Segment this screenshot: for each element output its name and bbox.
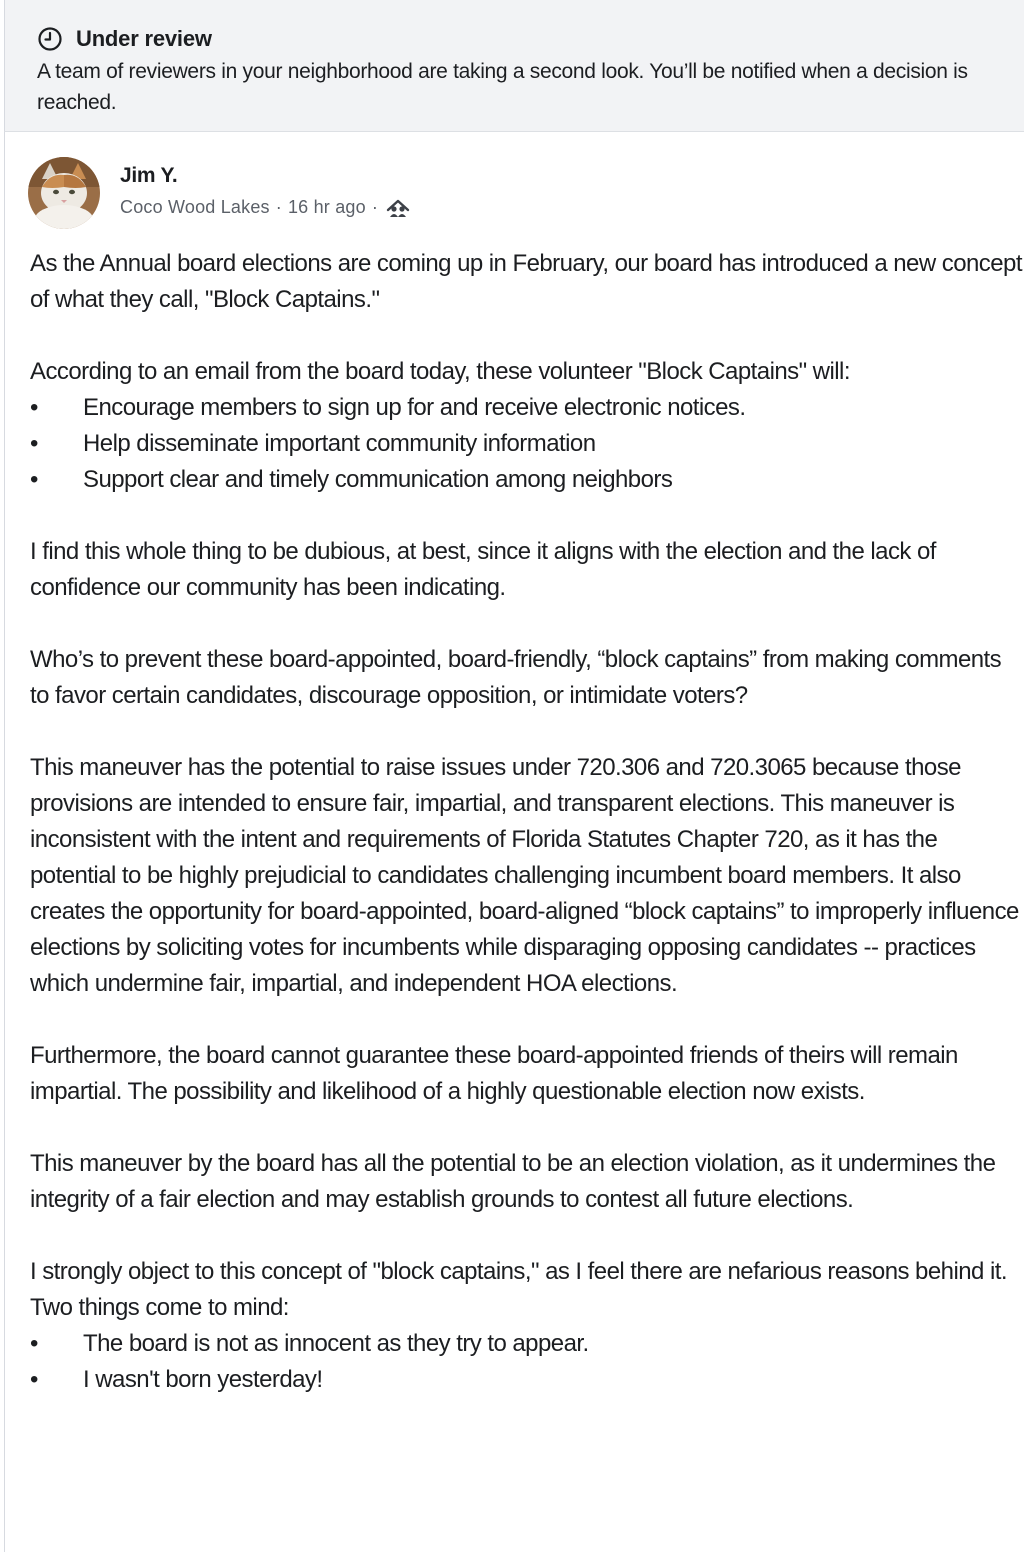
avatar[interactable] — [28, 157, 100, 229]
bullet: • — [30, 1330, 38, 1357]
post-body — [30, 246, 1022, 1398]
post-paragraph: Who’s to prevent these board-appointed, board-friendly, “block captains” from making comments to favor certain candidates, discourage opposition, or intimidate voters? — [30, 646, 1002, 709]
author-name[interactable]: Jim Y. — [120, 164, 178, 187]
list-item-text: Encourage members to sign up for and receive electronic notices. — [83, 394, 746, 421]
list-item — [30, 1362, 1022, 1398]
bullet: • — [30, 1366, 38, 1393]
meta-separator: · — [275, 197, 282, 217]
list-item-text: I wasn't born yesterday! — [83, 1366, 323, 1393]
post-paragraph: This maneuver by the board has all the potential to be an election violation, as it undermines the integrity of a fair election and may establish grounds to contest all future elections. — [30, 1150, 996, 1213]
post-paragraph: This maneuver has the potential to raise issues under 720.306 and 720.3065 because those provisions are intended to ensure fair, impartial, and transparent elections. This maneuver is inconsistent with the intent and requirements of Florida Statutes Chapter 720, as it has the potential to be highly prejudicial to candidates challenging incumbent board members. It also creates the opportunity for board-appointed, board-aligned “block captains” to improperly influence elections by soliciting votes for incumbents while disparaging opposing candidates -- practices which undermine fair, impartial, and independent HOA elections. — [30, 754, 1019, 997]
list-item — [30, 390, 1022, 426]
cat-avatar-icon — [28, 157, 100, 229]
post-paragraph: Furthermore, the board cannot guarantee these board-appointed friends of theirs will remain impartial. The possibility and likelihood of a highly questionable election now exists. — [30, 1042, 958, 1105]
meta-separator: · — [371, 197, 379, 217]
bullet-list — [30, 1326, 1022, 1398]
list-item-text: Help disseminate important community information — [83, 430, 596, 457]
post-paragraph: According to an email from the board today, these volunteer "Block Captains" will: — [30, 358, 850, 385]
post-paragraph: As the Annual board elections are coming up in February, our board has introduced a new concept of what they call, "Block Captains." — [30, 250, 1022, 313]
review-title-row — [37, 26, 212, 52]
review-title: Under review — [76, 26, 212, 51]
bullet: • — [30, 430, 38, 457]
bullet: • — [30, 466, 38, 493]
bullet: • — [30, 394, 38, 421]
list-item-text: Support clear and timely communication among neighbors — [83, 466, 673, 493]
post-paragraph: I find this whole thing to be dubious, at best, since it aligns with the election and the lack of confidence our community has been indicating. — [30, 538, 936, 601]
list-item — [30, 462, 1022, 498]
list-item-text: The board is not as innocent as they try to appear. — [83, 1330, 589, 1357]
review-banner — [4, 0, 1024, 132]
list-item — [30, 1326, 1022, 1362]
list-item — [30, 426, 1022, 462]
post-meta — [120, 197, 411, 218]
neighbors-icon[interactable] — [385, 198, 411, 218]
review-description: A team of reviewers in your neighborhood are taking a second look. You’ll be notified when a decision is reached. — [37, 60, 968, 114]
post-paragraph: I strongly object to this concept of "block captains," as I feel there are nefarious reasons behind it. — [30, 1258, 1007, 1285]
clock-icon — [37, 26, 63, 52]
neighborhood-link[interactable]: Coco Wood Lakes — [120, 197, 270, 217]
bullet-list — [30, 390, 1022, 498]
post-paragraph: Two things come to mind: — [30, 1294, 289, 1321]
post-time[interactable]: 16 hr ago — [287, 197, 366, 217]
